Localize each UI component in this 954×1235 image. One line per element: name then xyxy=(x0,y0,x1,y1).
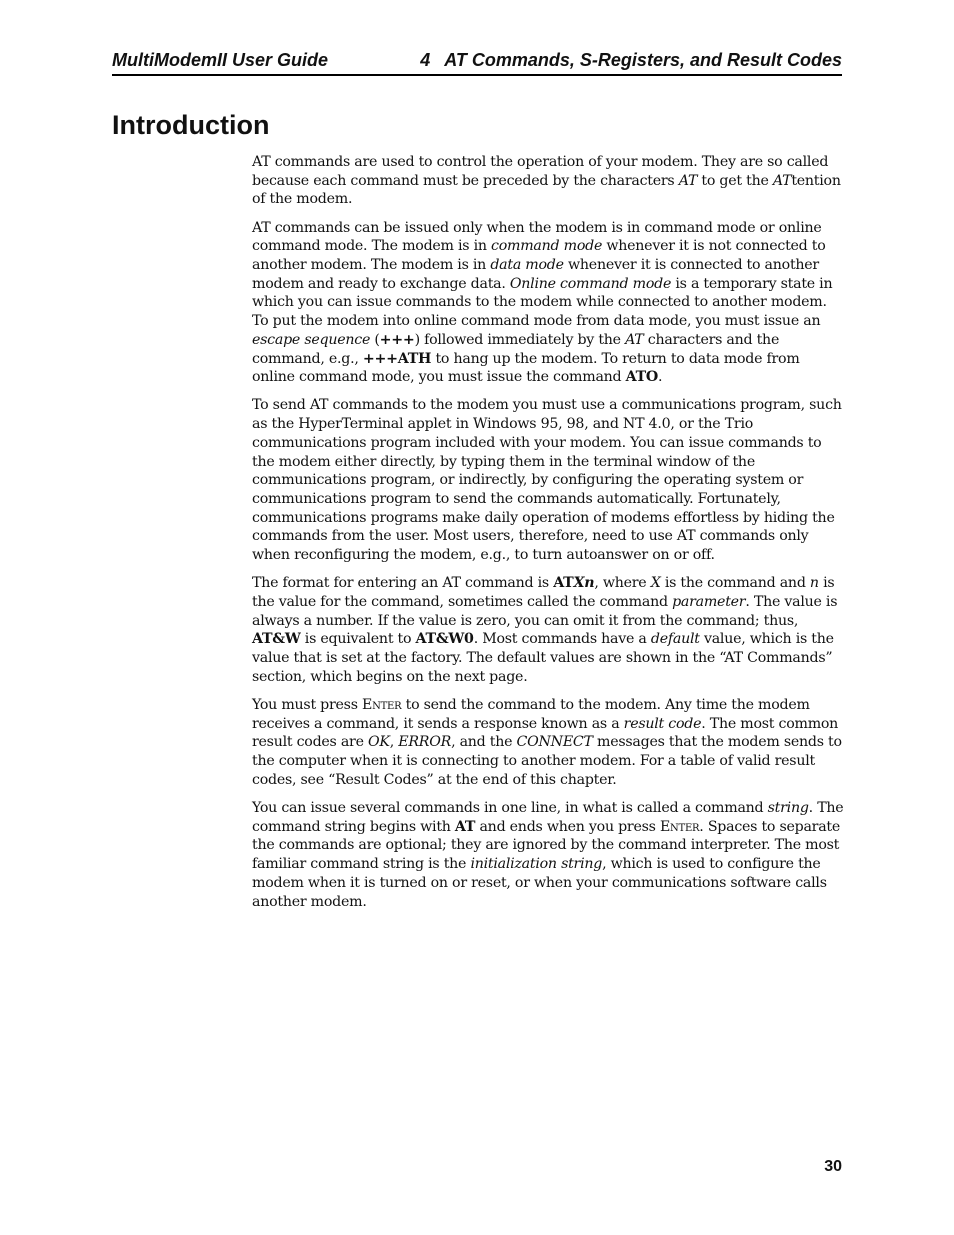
guide-title: MultiModemII User Guide xyxy=(112,50,329,70)
paragraph-4: The format for entering an AT command is ATXn, where X is the command and n is the value for the command, sometimes called the command parameter. The value is always a number. If the value is zero, you can omit it from the command; thus, AT&W is equivalent to AT&W0. Most commands have a default value, which is the value that is set at the factory. The default values are shown in the “AT Commands” section, which begins on the next page. xyxy=(252,575,838,685)
body-text xyxy=(252,153,844,921)
paragraph-1: AT commands are used to control the operation of your modem. They are so called because each command must be preceded by the characters AT to get the ATtention of the modem. xyxy=(252,154,841,208)
chapter-heading xyxy=(420,48,842,72)
paragraph-6: You can issue several commands in one line, in what is called a command string. The command string begins with AT and ends when you press Enter. Spaces to separate the commands are optional; they are ignored by the command interpreter. The most familiar command string is the initialization string, which is used to configure the modem when it is turned on or reset, or when your communications software calls another modem. xyxy=(252,800,844,910)
page-number: 30 xyxy=(824,1158,842,1175)
chapter-number: 4 xyxy=(420,50,431,70)
paragraph-3: To send AT commands to the modem you must use a communications program, such as the HyperTerminal applet in Windows 95, 98, and NT 4.0, or the Trio communications program included with your modem. You can issue commands to the modem either directly, by typing them in the terminal window of the communications program, or indirectly, by configuring the operating system or communications program to send the commands automatically. Fortunately, communications programs make daily operation of modems effortless by hiding the commands from the user. Most users, therefore, need to use AT commands only when reconfiguring the modem, e.g., to turn autoanswer on or off. xyxy=(252,397,842,564)
paragraph-5: You must press Enter to send the command to the modem. Any time the modem receives a command, it sends a response known as a result code. The most common result codes are OK, ERROR, and the CONNECT messages that the modem sends to the computer when it is connecting to another modem. For a table of valid result codes, see “Result Codes” at the end of this chapter. xyxy=(252,696,842,788)
running-header xyxy=(112,48,842,76)
chapter-title: AT Commands, S-Registers, and Result Codes xyxy=(444,50,842,70)
paragraph-2: AT commands can be issued only when the modem is in command mode or online command mode. The modem is in command mode whenever it is not connected to another modem. The modem is in data mode whenever it is connected to another modem and ready to exchange data. Online command mode is a temporary state in which you can issue commands to the modem while connected to another modem. To put the modem into online command mode from data mode, you must issue an escape sequence (+++) followed immediately by the AT characters and the command, e.g., +++ATH to hang up the modem. To return to data mode from online command mode, you must issue the command ATO. xyxy=(252,219,833,386)
section-title: Introduction xyxy=(112,110,270,140)
enter-key-name: Enter xyxy=(659,818,700,835)
enter-key-name: Enter xyxy=(362,696,402,713)
